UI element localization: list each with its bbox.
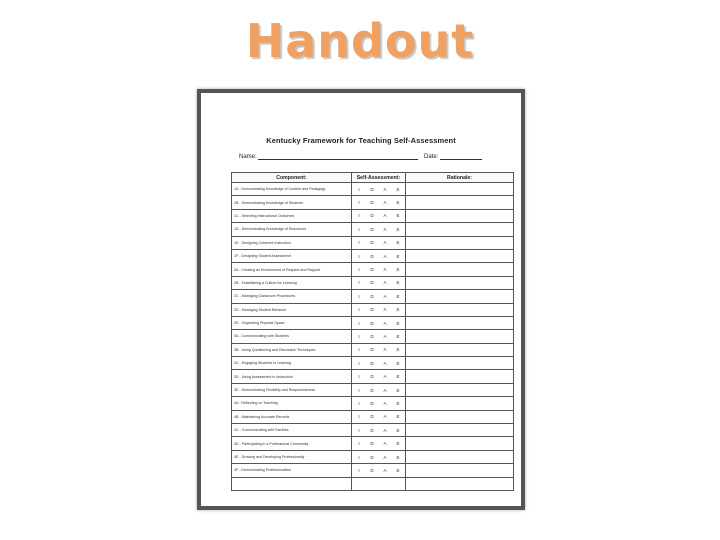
date-blank bbox=[440, 153, 482, 160]
rating-cell[interactable] bbox=[352, 424, 406, 437]
rating-option[interactable]: I bbox=[358, 267, 360, 273]
rating-option[interactable]: I bbox=[358, 320, 360, 326]
empty-cell bbox=[352, 477, 406, 490]
rating-option[interactable]: A bbox=[383, 307, 387, 313]
rating-option[interactable]: E bbox=[396, 186, 400, 192]
rating-cell[interactable] bbox=[352, 303, 406, 316]
rating-option[interactable]: A bbox=[383, 213, 387, 219]
rating-cell[interactable] bbox=[352, 437, 406, 450]
rating-option[interactable]: I bbox=[358, 374, 360, 380]
component-cell: 4F - Demonstrating Professionalism bbox=[232, 464, 352, 477]
rating-option[interactable]: A bbox=[383, 280, 387, 286]
rating-option[interactable]: E bbox=[396, 293, 400, 299]
table-row bbox=[232, 223, 514, 236]
table-body bbox=[232, 183, 514, 491]
table-row bbox=[232, 383, 514, 396]
rating-option[interactable]: A bbox=[383, 467, 387, 473]
rating-option[interactable]: E bbox=[396, 374, 400, 380]
rating-option[interactable]: E bbox=[396, 400, 400, 406]
slide-title: Handout bbox=[245, 14, 475, 68]
table-row bbox=[232, 437, 514, 450]
rating-option[interactable]: D bbox=[370, 267, 374, 273]
rating-option[interactable]: A bbox=[383, 200, 387, 206]
rating-option[interactable]: I bbox=[358, 200, 360, 206]
rating-option[interactable]: I bbox=[358, 400, 360, 406]
table-row bbox=[232, 330, 514, 343]
table-row bbox=[232, 263, 514, 276]
rating-option[interactable]: I bbox=[358, 454, 360, 460]
rating-cell[interactable] bbox=[352, 410, 406, 423]
component-cell: 4A - Reflecting on Teaching bbox=[232, 397, 352, 410]
rating-option[interactable]: E bbox=[396, 200, 400, 206]
rating-option[interactable]: A bbox=[383, 454, 387, 460]
table-row bbox=[232, 424, 514, 437]
table-row bbox=[232, 196, 514, 209]
rating-option[interactable]: D bbox=[370, 226, 374, 232]
component-cell: 1D - Demonstrating Knowledge of Resources bbox=[232, 223, 352, 236]
rating-cell[interactable] bbox=[352, 450, 406, 463]
component-cell: 3B - Using Questioning and Discussion Techniques bbox=[232, 343, 352, 356]
rating-option[interactable]: D bbox=[370, 200, 374, 206]
rating-cell[interactable] bbox=[352, 236, 406, 249]
component-cell: 1F - Designing Student Assessment bbox=[232, 249, 352, 262]
rating-option[interactable]: D bbox=[370, 374, 374, 380]
rating-cell[interactable] bbox=[352, 276, 406, 289]
rating-cell[interactable] bbox=[352, 383, 406, 396]
rationale-cell[interactable] bbox=[406, 424, 514, 437]
table-row bbox=[232, 276, 514, 289]
rating-cell[interactable] bbox=[352, 357, 406, 370]
rationale-cell[interactable] bbox=[406, 223, 514, 236]
rating-option[interactable]: I bbox=[358, 441, 360, 447]
rating-option[interactable]: A bbox=[383, 267, 387, 273]
empty-cell bbox=[232, 477, 352, 490]
handout-page bbox=[205, 97, 517, 502]
component-cell: 3C - Engaging Students in Learning bbox=[232, 357, 352, 370]
rationale-cell[interactable] bbox=[406, 290, 514, 303]
rationale-cell[interactable] bbox=[406, 464, 514, 477]
rating-option[interactable]: A bbox=[383, 333, 387, 339]
table-row bbox=[232, 464, 514, 477]
rating-option[interactable]: D bbox=[370, 360, 374, 366]
component-cell: 2A - Creating an Environment of Respect and Rapport bbox=[232, 263, 352, 276]
rating-option[interactable]: A bbox=[383, 293, 387, 299]
empty-cell bbox=[406, 477, 514, 490]
rationale-cell[interactable] bbox=[406, 249, 514, 262]
rating-option[interactable]: E bbox=[396, 454, 400, 460]
rating-option[interactable]: A bbox=[383, 253, 387, 259]
component-cell: 4C - Communicating with Families bbox=[232, 424, 352, 437]
rating-option[interactable]: A bbox=[383, 414, 387, 420]
rating-option[interactable]: E bbox=[396, 226, 400, 232]
rating-option[interactable]: A bbox=[383, 186, 387, 192]
table-row bbox=[232, 410, 514, 423]
rating-option[interactable]: D bbox=[370, 293, 374, 299]
rationale-cell[interactable] bbox=[406, 236, 514, 249]
component-cell: 2B - Establishing a Culture for Learning bbox=[232, 276, 352, 289]
rating-option[interactable]: D bbox=[370, 441, 374, 447]
rating-option[interactable]: E bbox=[396, 320, 400, 326]
rating-option[interactable]: E bbox=[396, 360, 400, 366]
table-row bbox=[232, 290, 514, 303]
self-assessment-header: Self-Assessment: bbox=[352, 173, 406, 183]
rating-option[interactable]: I bbox=[358, 226, 360, 232]
rating-option[interactable]: I bbox=[358, 360, 360, 366]
rationale-cell[interactable] bbox=[406, 209, 514, 222]
rating-cell[interactable] bbox=[352, 464, 406, 477]
rating-option[interactable]: E bbox=[396, 387, 400, 393]
rating-option[interactable]: D bbox=[370, 307, 374, 313]
table-row bbox=[232, 343, 514, 356]
table-row bbox=[232, 357, 514, 370]
rating-option[interactable]: D bbox=[370, 400, 374, 406]
rationale-cell[interactable] bbox=[406, 450, 514, 463]
table-row bbox=[232, 249, 514, 262]
rating-option[interactable]: A bbox=[383, 441, 387, 447]
rating-option[interactable]: D bbox=[370, 427, 374, 433]
rating-option[interactable]: I bbox=[358, 213, 360, 219]
rating-option[interactable]: I bbox=[358, 186, 360, 192]
rating-option[interactable]: E bbox=[396, 267, 400, 273]
rating-option[interactable]: E bbox=[396, 213, 400, 219]
document-title: Kentucky Framework for Teaching Self-Assessment bbox=[266, 136, 456, 145]
rating-option[interactable]: D bbox=[370, 454, 374, 460]
name-date-line bbox=[239, 153, 489, 160]
rating-option[interactable]: I bbox=[358, 427, 360, 433]
component-cell: 3D - Using Assessment in Instruction bbox=[232, 370, 352, 383]
table-row bbox=[232, 397, 514, 410]
table-row bbox=[232, 183, 514, 196]
rationale-cell[interactable] bbox=[406, 410, 514, 423]
table-row bbox=[232, 450, 514, 463]
rating-option[interactable]: D bbox=[370, 253, 374, 259]
rating-option[interactable]: E bbox=[396, 307, 400, 313]
rating-cell[interactable] bbox=[352, 343, 406, 356]
component-cell: 4B - Maintaining Accurate Records bbox=[232, 410, 352, 423]
component-cell: 2E - Organizing Physical Space bbox=[232, 316, 352, 329]
rating-cell[interactable] bbox=[352, 370, 406, 383]
rating-option[interactable]: D bbox=[370, 320, 374, 326]
rating-option[interactable]: D bbox=[370, 387, 374, 393]
rating-option[interactable]: E bbox=[396, 253, 400, 259]
rationale-header: Rationale: bbox=[406, 173, 514, 183]
component-cell: 2C - Managing Classroom Procedures bbox=[232, 290, 352, 303]
rating-cell[interactable] bbox=[352, 196, 406, 209]
rating-option[interactable]: A bbox=[383, 374, 387, 380]
rationale-cell[interactable] bbox=[406, 437, 514, 450]
rating-cell[interactable] bbox=[352, 249, 406, 262]
rating-option[interactable]: D bbox=[370, 213, 374, 219]
component-cell: 1A - Demonstrating Knowledge of Content and Pedagogy bbox=[232, 183, 352, 196]
rationale-cell[interactable] bbox=[406, 370, 514, 383]
rating-option[interactable]: E bbox=[396, 441, 400, 447]
table-row bbox=[232, 236, 514, 249]
component-cell: 3A - Communicating with Students bbox=[232, 330, 352, 343]
rating-option[interactable]: A bbox=[383, 240, 387, 246]
component-cell: 1C - Selecting Instructional Outcomes bbox=[232, 209, 352, 222]
rationale-cell[interactable] bbox=[406, 276, 514, 289]
table-row bbox=[232, 370, 514, 383]
rating-option[interactable]: E bbox=[396, 347, 400, 353]
rating-option[interactable]: I bbox=[358, 347, 360, 353]
component-cell: 4D - Participating in a Professional Community bbox=[232, 437, 352, 450]
date-label: Date: bbox=[424, 154, 439, 160]
rating-cell[interactable] bbox=[352, 223, 406, 236]
rationale-cell[interactable] bbox=[406, 383, 514, 396]
self-assessment-table bbox=[231, 172, 514, 491]
rating-option[interactable]: I bbox=[358, 253, 360, 259]
rating-option[interactable]: A bbox=[383, 387, 387, 393]
rating-option[interactable]: D bbox=[370, 347, 374, 353]
rationale-cell[interactable] bbox=[406, 303, 514, 316]
rationale-cell[interactable] bbox=[406, 263, 514, 276]
rating-option[interactable]: D bbox=[370, 467, 374, 473]
rating-option[interactable]: E bbox=[396, 280, 400, 286]
rating-cell[interactable] bbox=[352, 397, 406, 410]
rating-option[interactable]: A bbox=[383, 226, 387, 232]
rating-option[interactable]: E bbox=[396, 240, 400, 246]
rating-option[interactable]: E bbox=[396, 467, 400, 473]
rationale-cell[interactable] bbox=[406, 397, 514, 410]
rating-option[interactable]: D bbox=[370, 280, 374, 286]
handout-frame bbox=[197, 89, 525, 510]
rating-option[interactable]: A bbox=[383, 400, 387, 406]
component-cell: 3E - Demonstrating Flexibility and Responsiveness bbox=[232, 383, 352, 396]
rating-option[interactable]: I bbox=[358, 240, 360, 246]
rating-option[interactable]: D bbox=[370, 240, 374, 246]
rating-cell[interactable] bbox=[352, 330, 406, 343]
component-cell: 1E - Designing Coherent Instruction bbox=[232, 236, 352, 249]
rationale-cell[interactable] bbox=[406, 196, 514, 209]
rating-option[interactable]: I bbox=[358, 414, 360, 420]
rating-cell[interactable] bbox=[352, 316, 406, 329]
name-blank bbox=[258, 153, 418, 160]
rating-option[interactable]: A bbox=[383, 347, 387, 353]
rating-cell[interactable] bbox=[352, 290, 406, 303]
rating-option[interactable]: E bbox=[396, 427, 400, 433]
table-header-row bbox=[232, 173, 514, 183]
rating-cell[interactable] bbox=[352, 263, 406, 276]
rating-option[interactable]: I bbox=[358, 467, 360, 473]
rating-option[interactable]: I bbox=[358, 387, 360, 393]
rationale-cell[interactable] bbox=[406, 357, 514, 370]
empty-table-row bbox=[232, 477, 514, 490]
rating-option[interactable]: A bbox=[383, 360, 387, 366]
component-cell: 2D - Managing Student Behavior bbox=[232, 303, 352, 316]
rating-option[interactable]: I bbox=[358, 293, 360, 299]
rating-option[interactable]: A bbox=[383, 427, 387, 433]
rating-option[interactable]: E bbox=[396, 414, 400, 420]
rating-option[interactable]: I bbox=[358, 280, 360, 286]
rating-option[interactable]: E bbox=[396, 333, 400, 339]
rating-option[interactable]: D bbox=[370, 186, 374, 192]
rating-option[interactable]: I bbox=[358, 333, 360, 339]
rating-option[interactable]: D bbox=[370, 333, 374, 339]
rationale-cell[interactable] bbox=[406, 316, 514, 329]
rating-cell[interactable] bbox=[352, 209, 406, 222]
table-row bbox=[232, 303, 514, 316]
rating-cell[interactable] bbox=[352, 183, 406, 196]
rationale-cell[interactable] bbox=[406, 330, 514, 343]
component-cell: 1B - Demonstrating Knowledge of Students bbox=[232, 196, 352, 209]
rationale-cell[interactable] bbox=[406, 343, 514, 356]
component-cell: 4E - Growing and Developing Professionally bbox=[232, 450, 352, 463]
rating-option[interactable]: D bbox=[370, 414, 374, 420]
component-header: Component: bbox=[232, 173, 352, 183]
table-row bbox=[232, 209, 514, 222]
rating-option[interactable]: I bbox=[358, 307, 360, 313]
table-row bbox=[232, 316, 514, 329]
name-label: Name: bbox=[239, 154, 257, 160]
rationale-cell[interactable] bbox=[406, 183, 514, 196]
rating-option[interactable]: A bbox=[383, 320, 387, 326]
